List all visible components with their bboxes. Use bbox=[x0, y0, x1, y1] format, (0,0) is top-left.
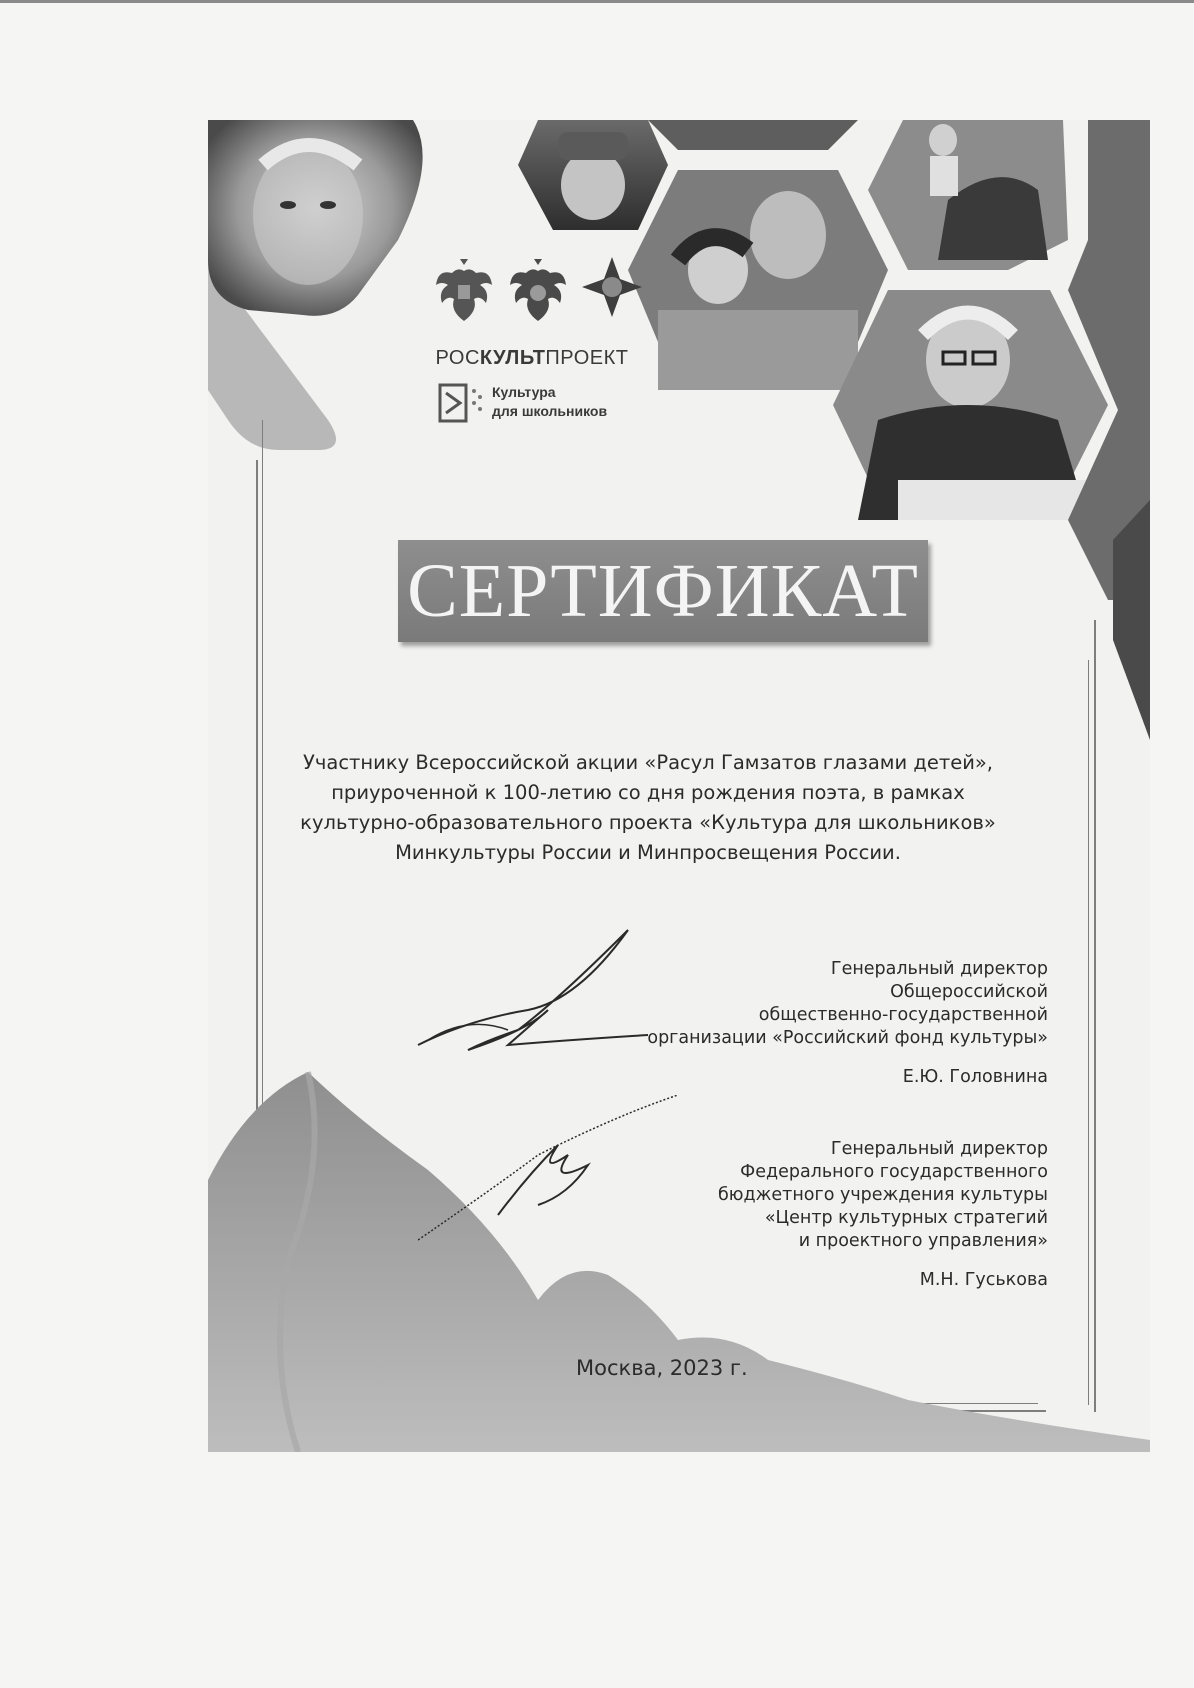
brand-prefix: РОС bbox=[435, 347, 480, 369]
signatory-1-line: Генеральный директор bbox=[830, 959, 1048, 979]
kfs-logo-text bbox=[492, 383, 642, 421]
kfs-line-1: Культура bbox=[492, 384, 556, 400]
body-text bbox=[268, 748, 1028, 868]
scan-edge-line bbox=[0, 0, 1194, 3]
certificate-title: СЕРТИФИКАТ bbox=[398, 540, 928, 642]
ministry-emblem-icon bbox=[510, 259, 566, 321]
roskultproekt-logo bbox=[422, 347, 642, 370]
photo-collage bbox=[208, 120, 1150, 740]
signatory-2-name: М.Н. Гуськова bbox=[919, 1270, 1048, 1290]
signatory-2-line: Генеральный директор bbox=[830, 1139, 1048, 1159]
signatory-1-line: общественно-государственной bbox=[758, 1005, 1048, 1025]
city-year: Москва, 2023 г. bbox=[576, 1356, 748, 1380]
signatory-2 bbox=[528, 1138, 1048, 1292]
signatory-1-line: организации «Российский фонд культуры» bbox=[647, 1028, 1048, 1048]
star-emblem-icon bbox=[582, 257, 642, 317]
signatory-1-line: Общероссийской bbox=[890, 982, 1048, 1002]
coat-of-arms-icon bbox=[436, 259, 492, 321]
emblems-row bbox=[432, 255, 642, 335]
body-line: культурно-образовательного проекта «Культура для школьников» bbox=[300, 811, 996, 834]
brand-bold: КУЛЬТ bbox=[479, 347, 546, 369]
signatory-2-line: бюджетного учреждения культуры bbox=[718, 1185, 1048, 1205]
brand-suffix: ПРОЕКТ bbox=[545, 347, 629, 369]
signatory-1 bbox=[528, 958, 1048, 1089]
signatory-1-name: Е.Ю. Головнина bbox=[902, 1067, 1048, 1087]
certificate-sheet bbox=[208, 120, 1150, 1452]
body-line: Минкультуры России и Минпросвещения России. bbox=[395, 841, 901, 864]
kfs-line-2: для школьников bbox=[492, 403, 608, 419]
body-line: приуроченной к 100-летию со дня рождения поэта, в рамках bbox=[331, 781, 965, 804]
signatory-2-line: «Центр культурных стратегий bbox=[764, 1208, 1048, 1228]
body-line: Участнику Всероссийской акции «Расул Гамзатов глазами детей», bbox=[302, 751, 994, 774]
signatory-2-line: Федерального государственного bbox=[740, 1162, 1048, 1182]
signatory-2-line: и проектного управления» bbox=[798, 1231, 1048, 1251]
